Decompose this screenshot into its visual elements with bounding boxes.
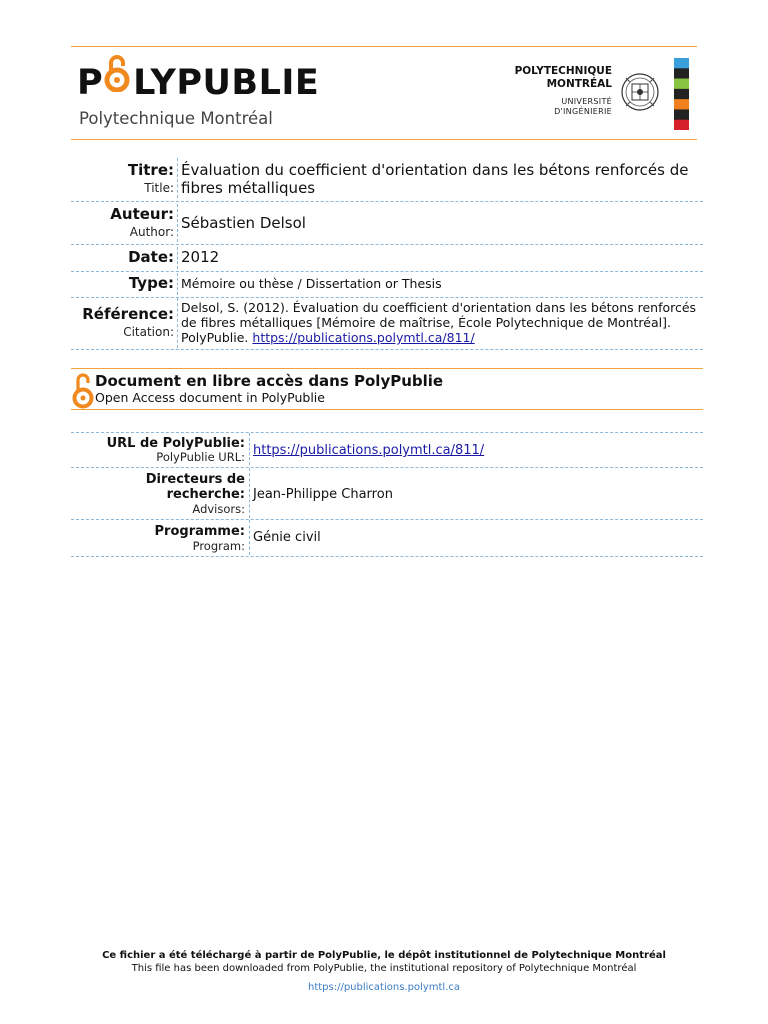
url-label: URL de PolyPublie: (106, 436, 245, 451)
advisors-row-rule (71, 519, 703, 520)
author-row-rule (71, 244, 703, 245)
reference-value-line2: de fibres métalliques [Mémoire de maîtrise, École Polytechnique de Montréal]. (181, 315, 671, 330)
polytechnique-logo (512, 56, 692, 132)
open-access-bottom-rule (71, 409, 703, 410)
type-separator (177, 273, 178, 295)
date-label: Date: (128, 248, 174, 266)
seal-icon (616, 64, 664, 124)
color-bar-block (674, 58, 689, 69)
institution-sub-line1: UNIVERSITÉ (561, 97, 612, 106)
details-top-rule (71, 432, 703, 433)
open-access-top-rule (71, 368, 703, 369)
reference-separator (177, 298, 178, 348)
title-row-rule (71, 201, 703, 202)
institution-name-line1: POLYTECHNIQUE (514, 65, 612, 77)
logo-subtitle: Polytechnique Montréal (79, 109, 273, 128)
title-sublabel: Title: (144, 181, 174, 195)
reference-label: Référence: (82, 305, 174, 323)
date-separator (177, 247, 178, 269)
color-bar-block (674, 99, 689, 110)
type-label: Type: (128, 274, 174, 292)
advisors-value: Jean-Philippe Charron (253, 487, 393, 502)
title-value-line1: Évaluation du coefficient d'orientation dans les bétons renforcés de (181, 161, 689, 179)
open-access-icon (71, 370, 95, 410)
author-label: Auteur: (110, 205, 174, 223)
type-value: Mémoire ou thèse / Dissertation or Thesis (181, 276, 442, 291)
program-sublabel: Program: (192, 539, 245, 553)
reference-value-prefix: PolyPublie. (181, 330, 249, 345)
program-label: Programme: (154, 524, 245, 539)
institution-sub-line2: D'INGÉNIERIE (554, 107, 612, 116)
polypublie-url-link[interactable]: https://publications.polymtl.ca/811/ (253, 443, 485, 458)
title-label: Titre: (127, 161, 174, 179)
footer-note-fr: Ce fichier a été téléchargé à partir de PolyPublie, le dépôt institutionnel de Polytechnique Montréal (102, 950, 666, 961)
type-row-rule (71, 297, 703, 298)
advisors-label-line1: Directeurs de (145, 472, 245, 487)
title-value-line2: fibres métalliques (181, 179, 316, 197)
advisors-sublabel: Advisors: (192, 502, 245, 516)
url-row-rule (71, 467, 703, 468)
program-separator (249, 520, 250, 555)
url-separator (249, 433, 250, 465)
institution-name-line2: MONTRÉAL (546, 78, 612, 90)
open-access-title: Document en libre accès dans PolyPublie (95, 372, 444, 390)
polypublie-logo (77, 62, 320, 132)
title-separator (177, 158, 178, 198)
color-bar-block (674, 89, 689, 100)
author-sublabel: Author: (129, 225, 174, 239)
header-top-rule (71, 46, 697, 47)
author-separator (177, 204, 178, 242)
color-bar-block (674, 68, 689, 79)
reference-value (181, 300, 701, 345)
reference-value-line1: Delsol, S. (2012). Évaluation du coefficient d'orientation dans les bétons renforcés (181, 300, 697, 315)
header-bottom-rule (71, 139, 697, 140)
advisors-separator (249, 468, 250, 518)
color-bar-block (674, 79, 689, 90)
open-access-lock-icon (103, 62, 133, 98)
footer-note-en: This file has been downloaded from PolyPublie, the institutional repository of Polytechnique Montréal (131, 963, 637, 974)
reference-link[interactable]: https://publications.polymtl.ca/811/ (252, 330, 475, 345)
logo-word-rest: LYPUBLIE (133, 63, 320, 103)
title-value (181, 161, 701, 197)
reference-value-line3 (181, 330, 701, 345)
advisors-label-line2: recherche: (166, 487, 245, 502)
reference-row-rule (71, 349, 703, 350)
date-value: 2012 (181, 248, 220, 266)
program-row-rule (71, 556, 703, 557)
color-bar-block (674, 120, 689, 130)
brand-color-bar (674, 58, 689, 130)
author-value: Sébastien Delsol (181, 214, 306, 232)
open-access-subtitle: Open Access document in PolyPublie (95, 390, 325, 405)
reference-sublabel: Citation: (123, 325, 174, 339)
date-row-rule (71, 271, 703, 272)
footer-link[interactable]: https://publications.polymtl.ca (307, 982, 460, 993)
logo-letter-p: P (77, 63, 104, 103)
program-value: Génie civil (253, 530, 321, 545)
color-bar-block (674, 109, 689, 120)
url-sublabel: PolyPublie URL: (156, 450, 245, 464)
